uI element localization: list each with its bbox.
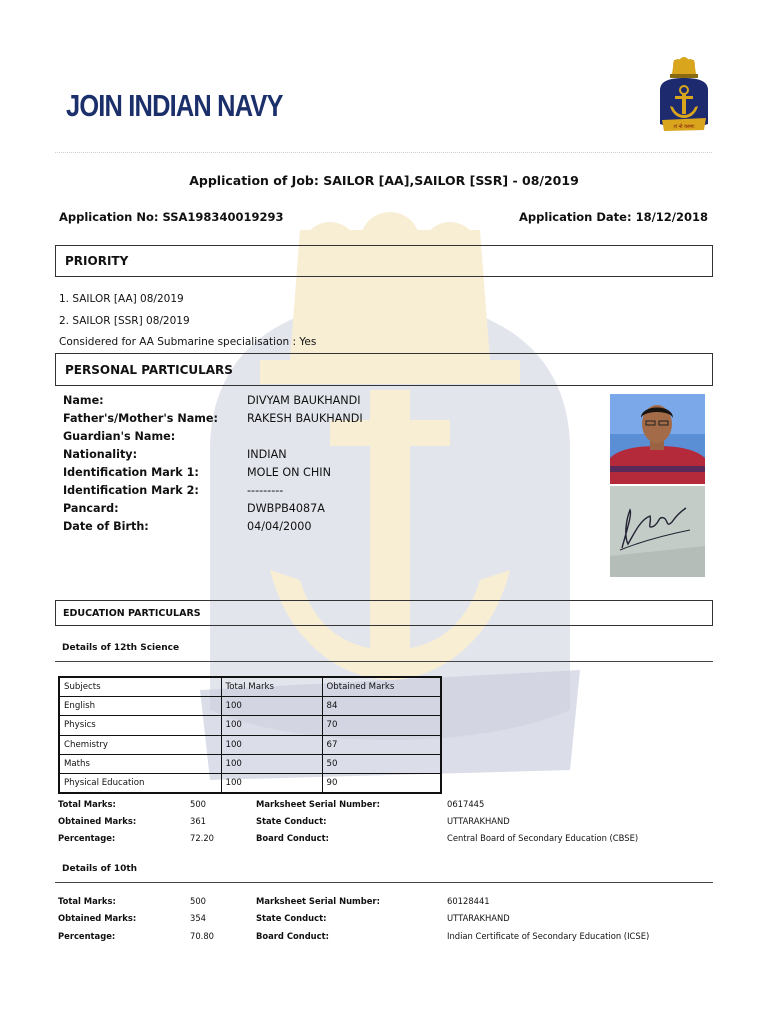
tenth-divider bbox=[55, 882, 713, 883]
job-title: Application of Job: SAILOR [AA],SAILOR [SSR] - 08/2019 bbox=[189, 173, 579, 188]
table-row bbox=[59, 716, 441, 735]
twelfth-obtained-value: 361 bbox=[190, 816, 206, 826]
identification-mark-2-label: Identification Mark 2: bbox=[63, 484, 199, 497]
twelfth-divider bbox=[55, 661, 713, 662]
header-subjects: Subjects bbox=[59, 677, 221, 696]
obtained-cell: 70 bbox=[322, 716, 441, 735]
guardian-name-label: Guardian's Name: bbox=[63, 430, 176, 443]
tenth-obtained-value: 354 bbox=[190, 913, 206, 923]
twelfth-board-value: Central Board of Secondary Education (CBSE) bbox=[447, 833, 639, 843]
twelfth-state-value: UTTARAKHAND bbox=[447, 816, 510, 826]
obtained-cell: 67 bbox=[322, 735, 441, 754]
tenth-board-label: Board Conduct: bbox=[256, 931, 329, 941]
identification-mark-1-value: MOLE ON CHIN bbox=[247, 466, 331, 479]
indian-navy-emblem-icon bbox=[656, 56, 712, 134]
twelfth-state-label: State Conduct: bbox=[256, 816, 327, 826]
nationality-value: INDIAN bbox=[247, 448, 287, 461]
twelfth-details-heading: Details of 12th Science bbox=[62, 643, 180, 653]
svg-text:शं नो वरुणः: शं नो वरुणः bbox=[673, 124, 695, 130]
twelfth-total-value: 500 bbox=[190, 799, 206, 809]
priority-item-1: 1. SAILOR [AA] 08/2019 bbox=[59, 293, 184, 305]
tenth-serial-label: Marksheet Serial Number: bbox=[256, 896, 380, 906]
table-header-row bbox=[59, 677, 441, 696]
submarine-specialisation: Considered for AA Submarine specialisation : Yes bbox=[59, 336, 317, 348]
applicant-signature bbox=[610, 486, 705, 577]
parent-name-value: RAKESH BAUKHANDI bbox=[247, 412, 363, 425]
tenth-serial-value: 60128441 bbox=[447, 896, 490, 906]
applicant-photo bbox=[610, 394, 705, 484]
identification-mark-2-value: --------- bbox=[247, 484, 284, 497]
tenth-total-value: 500 bbox=[190, 896, 206, 906]
priority-item-2: 2. SAILOR [SSR] 08/2019 bbox=[59, 315, 190, 327]
twelfth-marks-table bbox=[58, 676, 442, 794]
pancard-label: Pancard: bbox=[63, 502, 119, 515]
application-number: Application No: SSA198340019293 bbox=[59, 210, 284, 224]
tenth-board-value: Indian Certificate of Secondary Education (ICSE) bbox=[447, 931, 650, 941]
obtained-cell: 84 bbox=[322, 696, 441, 715]
total-cell: 100 bbox=[221, 716, 322, 735]
name-value: DIVYAM BAUKHANDI bbox=[247, 394, 361, 407]
application-date: Application Date: 18/12/2018 bbox=[519, 210, 708, 224]
tenth-total-label: Total Marks: bbox=[58, 896, 116, 906]
total-cell: 100 bbox=[221, 755, 322, 774]
parent-name-label: Father's/Mother's Name: bbox=[63, 412, 218, 425]
tenth-details-heading: Details of 10th bbox=[62, 864, 138, 874]
tenth-state-label: State Conduct: bbox=[256, 913, 327, 923]
header-obtained-marks: Obtained Marks bbox=[322, 677, 441, 696]
table-row bbox=[59, 755, 441, 774]
twelfth-percentage-label: Percentage: bbox=[58, 833, 116, 843]
twelfth-total-label: Total Marks: bbox=[58, 799, 116, 809]
education-section-header: EDUCATION PARTICULARS bbox=[55, 600, 713, 626]
nationality-label: Nationality: bbox=[63, 448, 138, 461]
table-row bbox=[59, 735, 441, 754]
dob-label: Date of Birth: bbox=[63, 520, 149, 533]
tenth-percentage-value: 70.80 bbox=[190, 931, 214, 941]
site-title: JOIN INDIAN NAVY bbox=[66, 88, 283, 123]
twelfth-serial-label: Marksheet Serial Number: bbox=[256, 799, 380, 809]
header-divider bbox=[55, 152, 712, 153]
table-row bbox=[59, 696, 441, 715]
pancard-value: DWBPB4087A bbox=[247, 502, 325, 515]
total-cell: 100 bbox=[221, 696, 322, 715]
tenth-percentage-label: Percentage: bbox=[58, 931, 116, 941]
tenth-state-value: UTTARAKHAND bbox=[447, 913, 510, 923]
subject-cell: Chemistry bbox=[59, 735, 221, 754]
tenth-obtained-label: Obtained Marks: bbox=[58, 913, 137, 923]
name-label: Name: bbox=[63, 394, 104, 407]
obtained-cell: 50 bbox=[322, 755, 441, 774]
twelfth-obtained-label: Obtained Marks: bbox=[58, 816, 137, 826]
obtained-cell: 90 bbox=[322, 774, 441, 793]
subject-cell: Physics bbox=[59, 716, 221, 735]
subject-cell: English bbox=[59, 696, 221, 715]
twelfth-percentage-value: 72.20 bbox=[190, 833, 214, 843]
total-cell: 100 bbox=[221, 774, 322, 793]
table-row bbox=[59, 774, 441, 793]
subject-cell: Maths bbox=[59, 755, 221, 774]
personal-section-header: PERSONAL PARTICULARS bbox=[55, 353, 713, 386]
dob-value: 04/04/2000 bbox=[247, 520, 312, 533]
identification-mark-1-label: Identification Mark 1: bbox=[63, 466, 199, 479]
twelfth-board-label: Board Conduct: bbox=[256, 833, 329, 843]
priority-section-header: PRIORITY bbox=[55, 245, 713, 277]
subject-cell: Physical Education bbox=[59, 774, 221, 793]
total-cell: 100 bbox=[221, 735, 322, 754]
twelfth-serial-value: 0617445 bbox=[447, 799, 485, 809]
header-total-marks: Total Marks bbox=[221, 677, 322, 696]
